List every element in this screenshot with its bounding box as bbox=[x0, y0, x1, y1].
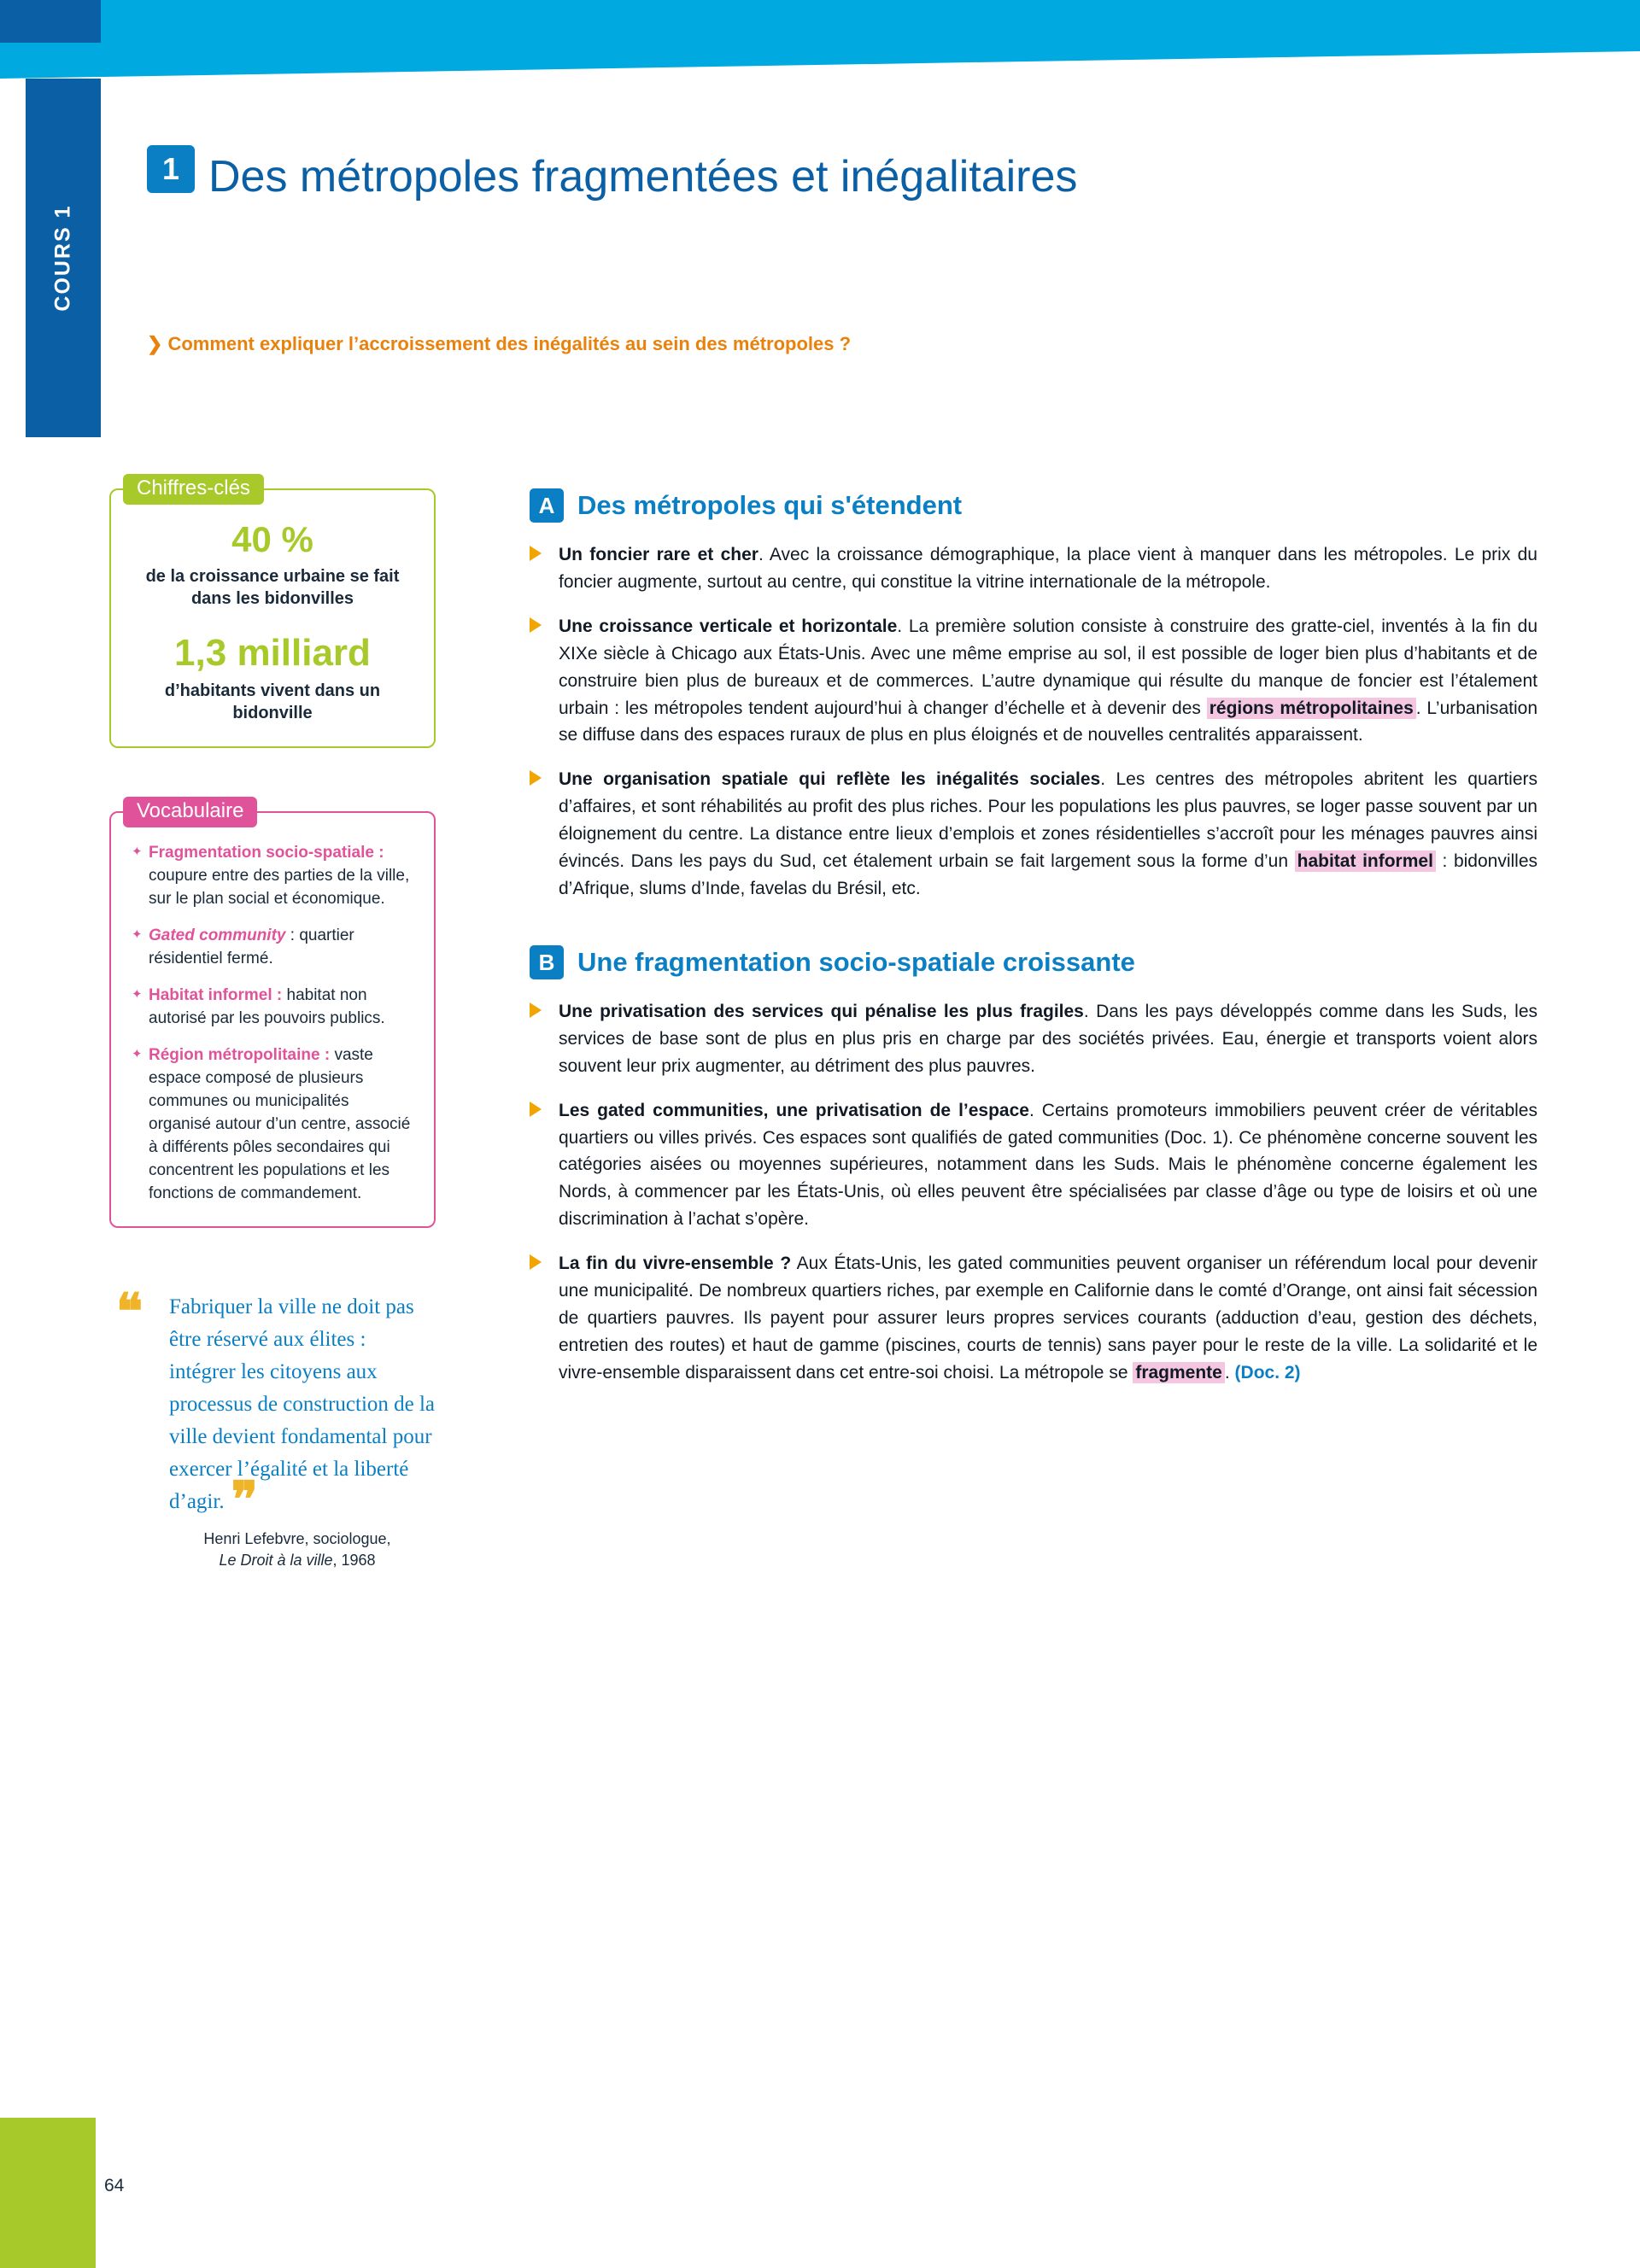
highlighted-term: fragmente bbox=[1133, 1362, 1225, 1383]
footer-accent-block bbox=[0, 2118, 96, 2268]
quote-close-icon: ❞ bbox=[231, 1471, 258, 1528]
vocabulary-definition: coupure entre des parties de la ville, sur le plan social et économique. bbox=[149, 866, 410, 908]
quote-text-wrap bbox=[125, 1288, 436, 1528]
paragraph-lead: Les gated communities, une privatisation de l’espace bbox=[559, 1100, 1029, 1120]
paragraph-body-cont: : bidonvilles d’Afrique, slums d’Inde, favelas du Brésil, etc. bbox=[559, 851, 1538, 898]
quote-open-icon: ❝ bbox=[116, 1283, 144, 1340]
quote-block bbox=[109, 1283, 436, 1571]
diamond-bullet-icon: ✦ bbox=[132, 1046, 143, 1061]
section-heading-a bbox=[530, 488, 1538, 523]
key-figure-label-1: de la croissance urbaine se fait dans les bidonvilles bbox=[145, 567, 400, 608]
course-tab-label: COURS 1 bbox=[50, 204, 75, 312]
vocabulary-term: Fragmentation socio-spatiale : bbox=[149, 844, 384, 862]
arrow-bullet-icon bbox=[530, 1002, 542, 1018]
paragraph-lead: Une privatisation des services qui pénalise les plus fragiles bbox=[559, 1001, 1084, 1021]
paragraph-lead: Une organisation spatiale qui reflète les inégalités sociales bbox=[559, 769, 1101, 790]
quote-text: Fabriquer la ville ne doit pas être réservé aux élites : intégrer les citoyens aux processus de construction de la ville devient fondamental pour exercer l’égalité et la liberté d’agir. bbox=[169, 1295, 436, 1513]
arrow-bullet-icon bbox=[530, 617, 542, 633]
paragraph bbox=[530, 998, 1538, 1080]
paragraph-lead: Une croissance verticale et horizontale bbox=[559, 616, 898, 636]
vocabulary-item bbox=[130, 925, 415, 971]
paragraph-body: . Dans les pays développés comme dans les Suds, les services de base sont de plus en plus pris en charge par des sociétés privées. Eau, énergie et transports voient alors souvent leur prix augmenter, au détriment des plus pauvres. bbox=[559, 1001, 1538, 1076]
vocabulary-definition: habitat non autorisé par les pouvoirs publics. bbox=[149, 985, 385, 1027]
paragraph bbox=[530, 1097, 1538, 1234]
page-number: 64 bbox=[104, 2176, 125, 2195]
key-figures-tag: Chiffres-clés bbox=[123, 474, 264, 505]
paragraph bbox=[530, 766, 1538, 903]
left-column bbox=[109, 476, 436, 1571]
highlighted-term: habitat informel bbox=[1295, 850, 1436, 872]
vocabulary-definition: : quartier résidentiel fermé. bbox=[149, 926, 354, 967]
arrow-bullet-icon bbox=[530, 546, 542, 561]
key-figure-value-1: 40 % bbox=[231, 519, 313, 559]
vocabulary-definition: vaste espace composé de plusieurs communes ou municipalités organisé autour d’un centre, associé à différents pôles secondaires qui concentrent les populations et les fonctions de commandement. bbox=[149, 1045, 411, 1202]
key-figure-label-2: d’habitants vivent dans un bidonville bbox=[164, 681, 381, 722]
vocabulary-term: Habitat informel : bbox=[149, 985, 283, 1004]
section-letter-b: B bbox=[530, 945, 564, 979]
doc-reference-link[interactable]: (Doc. 2) bbox=[1234, 1362, 1301, 1382]
paragraph bbox=[530, 1250, 1538, 1387]
section-heading-b bbox=[530, 945, 1538, 979]
key-figure-value-2: 1,3 milliard bbox=[174, 632, 371, 674]
quote-source bbox=[125, 1529, 436, 1571]
course-tab bbox=[26, 79, 101, 437]
paragraph-body-cont: . bbox=[1224, 1362, 1230, 1382]
vocabulary-term: Gated community bbox=[149, 926, 286, 944]
chevron-right-icon: ❯ bbox=[147, 333, 163, 354]
section-title-b: Une fragmentation socio-spatiale croissante bbox=[577, 946, 1135, 977]
arrow-bullet-icon bbox=[530, 770, 542, 786]
page-title-block bbox=[147, 145, 1343, 202]
page-subtitle-text: Comment expliquer l’accroissement des inégalités au sein des métropoles ? bbox=[167, 333, 852, 354]
section-letter-a: A bbox=[530, 488, 564, 523]
vocabulary-box bbox=[109, 799, 436, 1228]
paragraph-body: . La première solution consiste à construire des gratte-ciel, inventés à la fin du XIXe siècle à Chicago aux États-Unis. Avec une même emprise au sol, il est possible de loger bien plus d’habitants et de construire bien plus de bureaux et de commerces. L’autre dynamique qui résulte du manque de foncier est l’étalement urbain : les métropoles tendent aujourd’hui à changer d’échelle et à devenir des bbox=[559, 616, 1538, 718]
diamond-bullet-icon: ✦ bbox=[132, 845, 143, 859]
header-blue-accent bbox=[0, 0, 101, 43]
arrow-bullet-icon bbox=[530, 1102, 542, 1117]
right-column bbox=[530, 488, 1538, 1404]
paragraph-lead: La fin du vivre-ensemble ? bbox=[559, 1254, 792, 1274]
diamond-bullet-icon: ✦ bbox=[132, 926, 143, 942]
vocabulary-tag: Vocabulaire bbox=[123, 797, 257, 827]
arrow-bullet-icon bbox=[530, 1254, 542, 1270]
lesson-number-badge: 1 bbox=[147, 145, 195, 193]
paragraph-body: . Avec la croissance démographique, la place vient à manquer dans les métropoles. Le prix du foncier augmente, surtout au centre, qui constitue la vitrine internationale de la métropole. bbox=[559, 545, 1538, 592]
paragraph-body: . Les centres des métropoles abritent les quartiers d’affaires, et sont réhabilités au profit des plus riches. Pour les populations les plus pauvres, se loger passe souvent par un éloignement du centre. La distance entre lieux d’emplois et zones résidentielles s’accroît pour les ménages pauvres ainsi évincés. Dans les pays du Sud, cet étalement urbain se fait largement sous la forme d’un bbox=[559, 769, 1538, 872]
highlighted-term: régions métropolitaines bbox=[1207, 698, 1416, 719]
paragraph-lead: Un foncier rare et cher bbox=[559, 545, 758, 564]
paragraph bbox=[530, 613, 1538, 750]
paragraph-body: Aux États-Unis, les gated communities peuvent organiser un référendum local pour devenir une municipalité. De nombreux quartiers riches, par exemple en Californie dans le comté d’Orange, ont ainsi fait sécession de quartiers pauvres. Ils payent pour assurer leurs propres services courants (adduction d’eau, gestion des déchets, entretien des routes) et haut de gamme (piscines, courts de tennis) sans payer pour le reste de la ville. La solidarité et le vivre-ensemble disparaissent dans cet entre-soi choisi. La métropole se bbox=[559, 1254, 1538, 1382]
section-title-a: Des métropoles qui s'étendent bbox=[577, 490, 963, 520]
vocabulary-item bbox=[130, 985, 415, 1031]
vocabulary-term: Région métropolitaine : bbox=[149, 1045, 331, 1064]
vocabulary-item bbox=[130, 1044, 415, 1206]
quote-author: Henri Lefebvre, sociologue, bbox=[203, 1529, 391, 1547]
page-title: Des métropoles fragmentées et inégalitaires bbox=[208, 152, 1078, 202]
header-cyan-band bbox=[0, 0, 1640, 79]
paragraph-body: . Certains promoteurs immobiliers peuvent créer de véritables quartiers ou villes privés. Ces espaces sont qualifiés de gated communities (Doc. 1). Ce phénomène concerne souvent les catégories aisées ou moyennes supérieures, notamment dans les Suds. Mais le phénomène concerne également les Nords, à commencer par les États-Unis, où elles peuvent être spécialisées par classe d’âge ou type de loisirs et où une discrimination à l’achat s’opère. bbox=[559, 1100, 1538, 1230]
quote-source-year: , 1968 bbox=[332, 1551, 376, 1569]
vocabulary-item bbox=[130, 842, 415, 911]
paragraph-body-cont: . L’urbanisation se diffuse dans des espaces ruraux de plus en plus éloignés et de nouvelles centralités apparaissent. bbox=[559, 698, 1538, 745]
page-subtitle bbox=[147, 333, 851, 355]
paragraph bbox=[530, 541, 1538, 596]
key-figures-box bbox=[109, 476, 436, 748]
diamond-bullet-icon: ✦ bbox=[132, 986, 143, 1002]
quote-source-title: Le Droit à la ville bbox=[219, 1551, 333, 1569]
